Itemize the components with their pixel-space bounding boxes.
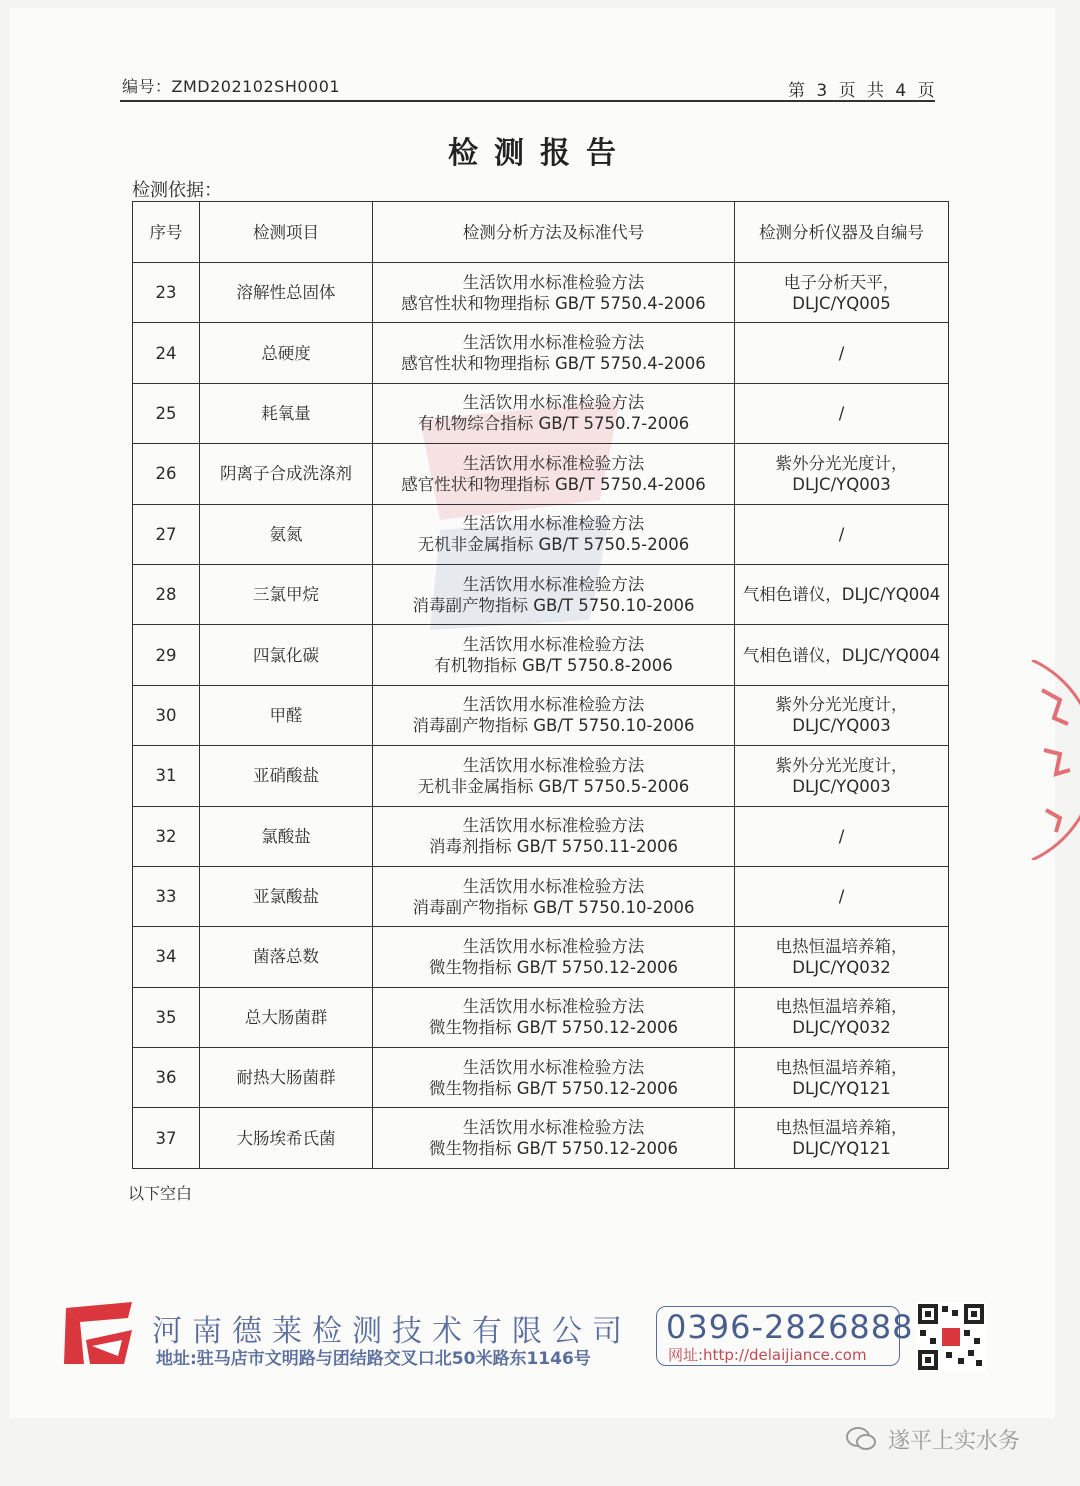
cell-method-line: 消毒剂指标 GB/T 5750.11-2006 — [429, 837, 678, 857]
cell-no-line: 36 — [155, 1068, 177, 1088]
cell-item — [200, 806, 373, 866]
cell-method-line: 感官性状和物理指标 GB/T 5750.4-2006 — [401, 474, 706, 494]
cell-item — [200, 444, 373, 504]
cell-method-line: 微生物指标 GB/T 5750.12-2006 — [429, 1139, 678, 1159]
cell-instrument-line: 气相色谱仪，DLJC/YQ004 — [742, 645, 941, 665]
cell-item-line: 阴离子合成洗涤剂 — [220, 464, 352, 484]
cell-instrument-line: / — [838, 887, 845, 907]
cell-no — [133, 444, 200, 504]
cell-method-line: 有机物指标 GB/T 5750.8-2006 — [434, 656, 673, 676]
red-seal-stamp — [1022, 660, 1080, 860]
cell-no — [133, 1108, 200, 1168]
cell-no — [133, 806, 200, 866]
cell-method-line: 消毒副产物指标 GB/T 5750.10-2006 — [412, 716, 695, 736]
col-header-item: 检测项目 — [200, 202, 373, 263]
table-row — [133, 1048, 949, 1108]
cell-no — [133, 504, 200, 564]
report-number: 编号：ZMD202102SH0001 — [122, 77, 341, 96]
cell-instrument — [735, 927, 949, 987]
cell-method-line: 生活饮用水标准检验方法 — [462, 876, 645, 896]
cell-instrument-line: DLJC/YQ003 — [792, 474, 891, 494]
cell-no — [133, 564, 200, 624]
cell-instrument-line: DLJC/YQ003 — [792, 776, 891, 796]
cell-method-line: 无机非金属指标 GB/T 5750.5-2006 — [417, 535, 690, 555]
cell-method-line: 生活饮用水标准检验方法 — [462, 272, 645, 292]
cell-instrument-line: DLJC/YQ032 — [792, 957, 891, 977]
cell-item — [200, 323, 373, 383]
cell-instrument — [735, 746, 949, 806]
cell-method — [373, 444, 735, 504]
cell-method — [373, 504, 735, 564]
cell-instrument-line: 电子分析天平， — [783, 272, 900, 292]
cell-instrument-line: 紫外分光光度计， — [775, 695, 908, 715]
cell-instrument-line: / — [838, 826, 845, 846]
table-row — [133, 564, 949, 624]
cell-method — [373, 383, 735, 443]
cell-item — [200, 263, 373, 323]
cell-instrument-line: 电热恒温培养箱， — [775, 936, 908, 956]
table-row — [133, 1108, 949, 1168]
company-address: 地址:驻马店市文明路与团结路交叉口北50米路东1146号 — [156, 1349, 591, 1369]
cell-method-line: 生活饮用水标准检验方法 — [462, 1057, 645, 1077]
cell-method-line: 感官性状和物理指标 GB/T 5750.4-2006 — [401, 293, 706, 313]
cell-method-line: 消毒副产物指标 GB/T 5750.10-2006 — [412, 595, 695, 615]
cell-instrument — [735, 806, 949, 866]
table-row — [133, 685, 949, 745]
cell-no — [133, 746, 200, 806]
cell-instrument-line: / — [838, 524, 845, 544]
cell-method-line: 微生物指标 GB/T 5750.12-2006 — [429, 1078, 678, 1098]
cell-method-line: 生活饮用水标准检验方法 — [462, 393, 645, 413]
cell-item — [200, 383, 373, 443]
cell-item-line: 亚硝酸盐 — [253, 766, 319, 786]
cell-instrument-line: 紫外分光光度计， — [775, 453, 908, 473]
cell-method-line: 有机物综合指标 GB/T 5750.7-2006 — [417, 414, 690, 434]
cell-instrument-line: DLJC/YQ121 — [792, 1078, 891, 1098]
cell-instrument-line: 电热恒温培养箱， — [775, 997, 908, 1017]
cell-no-line: 31 — [155, 766, 177, 786]
cell-item — [200, 625, 373, 685]
cell-no — [133, 625, 200, 685]
cell-no-line: 34 — [155, 947, 177, 967]
report-table — [132, 201, 949, 1169]
cell-instrument-line: DLJC/YQ032 — [792, 1018, 891, 1038]
cell-instrument — [735, 323, 949, 383]
cell-item — [200, 564, 373, 624]
cell-item-line: 耐热大肠菌群 — [236, 1068, 336, 1088]
cell-item-line: 大肠埃希氏菌 — [236, 1128, 336, 1148]
cell-no-line: 30 — [155, 705, 177, 725]
cell-instrument-line: DLJC/YQ005 — [792, 293, 891, 313]
table-row — [133, 444, 949, 504]
cell-item — [200, 927, 373, 987]
cell-instrument — [735, 444, 949, 504]
cell-instrument-line: 紫外分光光度计， — [775, 755, 908, 775]
company-logo — [62, 1300, 136, 1366]
table-row — [133, 927, 949, 987]
cell-method-line: 生活饮用水标准检验方法 — [462, 755, 645, 775]
cell-instrument — [735, 1048, 949, 1108]
cell-method-line: 生活饮用水标准检验方法 — [462, 574, 645, 594]
cell-method-line: 微生物指标 GB/T 5750.12-2006 — [429, 957, 678, 977]
cell-item-line: 总大肠菌群 — [244, 1007, 328, 1027]
cell-item-line: 氨氮 — [269, 524, 303, 544]
table-header-row — [133, 202, 949, 263]
cell-method-line: 生活饮用水标准检验方法 — [462, 333, 645, 353]
cell-method-line: 生活饮用水标准检验方法 — [462, 514, 645, 534]
qr-code-icon — [916, 1302, 986, 1372]
cell-method-line: 感官性状和物理指标 GB/T 5750.4-2006 — [401, 354, 706, 374]
cell-item-line: 溶解性总固体 — [236, 283, 336, 303]
cell-method-line: 无机非金属指标 GB/T 5750.5-2006 — [417, 776, 690, 796]
cell-item — [200, 746, 373, 806]
cell-item-line: 菌落总数 — [253, 947, 319, 967]
cell-instrument — [735, 504, 949, 564]
cell-instrument — [735, 625, 949, 685]
cell-item — [200, 1108, 373, 1168]
cell-no-line: 29 — [155, 645, 177, 665]
cell-no — [133, 383, 200, 443]
cell-no-line: 26 — [155, 464, 177, 484]
cell-no-line: 33 — [155, 887, 177, 907]
table-row — [133, 323, 949, 383]
cell-no-line: 32 — [155, 826, 177, 846]
cell-method-line: 生活饮用水标准检验方法 — [462, 1118, 645, 1138]
cell-instrument-line: / — [838, 343, 845, 363]
cell-instrument-line: 气相色谱仪，DLJC/YQ004 — [742, 585, 941, 605]
cell-no — [133, 987, 200, 1047]
cell-instrument — [735, 685, 949, 745]
cell-method — [373, 263, 735, 323]
blank-note: 以下空白 — [128, 1184, 193, 1203]
table-row — [133, 504, 949, 564]
cell-instrument — [735, 987, 949, 1047]
table-row — [133, 746, 949, 806]
cell-method — [373, 625, 735, 685]
cell-instrument — [735, 383, 949, 443]
cell-item — [200, 1048, 373, 1108]
cell-item — [200, 987, 373, 1047]
cell-item-line: 三氯甲烷 — [253, 585, 319, 605]
cell-method — [373, 564, 735, 624]
cell-no — [133, 1048, 200, 1108]
header-divider — [120, 100, 935, 102]
cell-method — [373, 685, 735, 745]
table-row — [133, 625, 949, 685]
cell-no-line: 35 — [155, 1007, 177, 1027]
table-row — [133, 806, 949, 866]
cell-item-line: 亚氯酸盐 — [253, 887, 319, 907]
cell-method — [373, 1048, 735, 1108]
cell-item-line: 耗氧量 — [261, 403, 311, 423]
cell-no — [133, 263, 200, 323]
cell-method-line: 微生物指标 GB/T 5750.12-2006 — [429, 1018, 678, 1038]
col-header-method: 检测分析方法及标准代号 — [373, 202, 735, 263]
cell-method — [373, 806, 735, 866]
wechat-icon — [846, 1426, 876, 1452]
cell-item-line: 总硬度 — [261, 343, 311, 363]
cell-method — [373, 746, 735, 806]
col-header-no: 序号 — [133, 202, 200, 263]
page-title: 检测报告 — [448, 136, 632, 171]
cell-no — [133, 927, 200, 987]
cell-method — [373, 1108, 735, 1168]
cell-item — [200, 504, 373, 564]
cell-method — [373, 927, 735, 987]
cell-item-line: 甲醛 — [269, 705, 303, 725]
cell-item-line: 四氯化碳 — [253, 645, 319, 665]
cell-item — [200, 866, 373, 926]
wechat-account-watermark: 遂平上实水务 — [888, 1429, 1021, 1454]
cell-instrument — [735, 1108, 949, 1168]
cell-item-line: 氯酸盐 — [261, 826, 311, 846]
cell-no — [133, 685, 200, 745]
cell-item — [200, 685, 373, 745]
cell-method-line: 生活饮用水标准检验方法 — [462, 936, 645, 956]
cell-method-line: 生活饮用水标准检验方法 — [462, 997, 645, 1017]
cell-instrument — [735, 866, 949, 926]
cell-no-line: 25 — [155, 403, 177, 423]
cell-instrument-line: 电热恒温培养箱， — [775, 1118, 908, 1138]
cell-instrument-line: DLJC/YQ003 — [792, 716, 891, 736]
cell-no-line: 24 — [155, 343, 177, 363]
cell-no — [133, 323, 200, 383]
cell-instrument-line: 电热恒温培养箱， — [775, 1057, 908, 1077]
page-info: 第 3 页 共 4 页 — [788, 81, 938, 101]
website-url: 网址:http://delaijiance.com — [668, 1346, 867, 1364]
cell-method-line: 生活饮用水标准检验方法 — [462, 695, 645, 715]
cell-method-line: 生活饮用水标准检验方法 — [462, 453, 645, 473]
cell-no-line: 27 — [155, 524, 177, 544]
col-header-instrument: 检测分析仪器及自编号 — [735, 202, 949, 263]
cell-method-line: 消毒副产物指标 GB/T 5750.10-2006 — [412, 897, 695, 917]
basis-label: 检测依据： — [132, 180, 222, 201]
table-row — [133, 987, 949, 1047]
cell-method-line: 生活饮用水标准检验方法 — [462, 816, 645, 836]
phone-number: 0396-2826888 — [666, 1308, 914, 1346]
cell-no-line: 28 — [155, 585, 177, 605]
table-row — [133, 866, 949, 926]
cell-no-line: 37 — [155, 1128, 177, 1148]
cell-method — [373, 987, 735, 1047]
table-row — [133, 383, 949, 443]
company-name: 河南德莱检测技术有限公司 — [152, 1314, 632, 1349]
cell-method — [373, 323, 735, 383]
cell-method-line: 生活饮用水标准检验方法 — [462, 635, 645, 655]
cell-instrument-line: / — [838, 403, 845, 423]
cell-no — [133, 866, 200, 926]
cell-no-line: 23 — [155, 283, 177, 303]
table-row — [133, 263, 949, 323]
cell-instrument-line: DLJC/YQ121 — [792, 1139, 891, 1159]
cell-instrument — [735, 263, 949, 323]
cell-instrument — [735, 564, 949, 624]
cell-method — [373, 866, 735, 926]
